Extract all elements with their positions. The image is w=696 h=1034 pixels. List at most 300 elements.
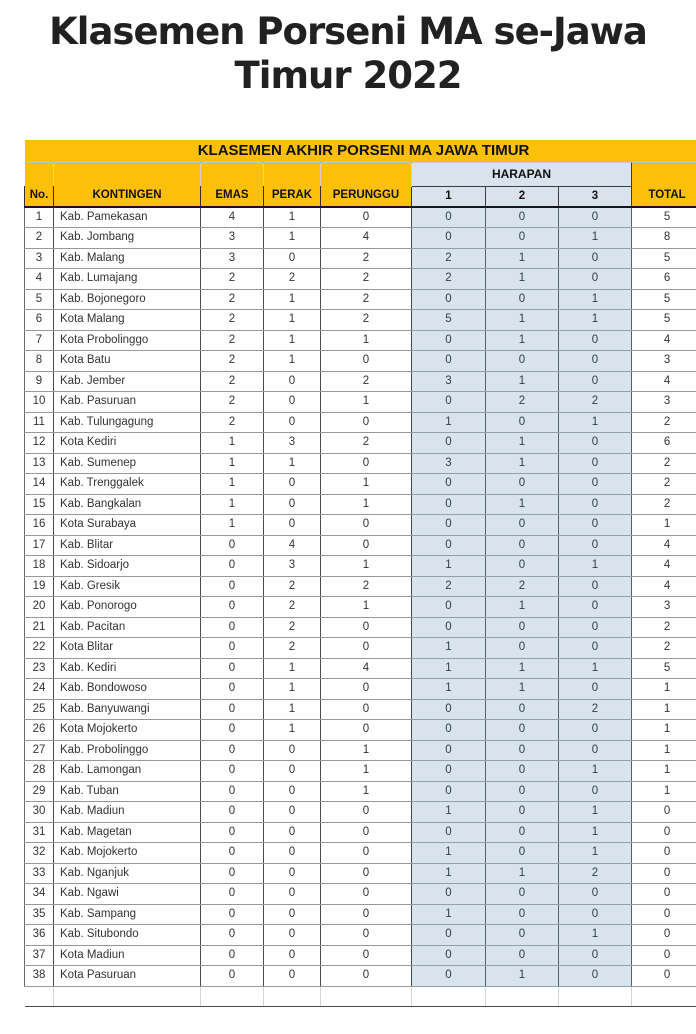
empty-cell [321, 986, 412, 1006]
harapan-3-cell: 0 [559, 330, 632, 351]
harapan-group-header: HARAPAN [412, 162, 632, 186]
table-row [25, 515, 696, 536]
total-cell: 2 [632, 494, 696, 515]
perunggu-cell: 1 [321, 781, 412, 802]
perunggu-cell: 1 [321, 474, 412, 495]
rank-cell: 29 [25, 781, 54, 802]
harapan-2-cell: 0 [486, 638, 559, 659]
harapan-2-cell: 0 [486, 802, 559, 823]
kontingen-cell: Kab. Magetan [54, 822, 201, 843]
kontingen-cell: Kota Pasuruan [54, 966, 201, 987]
harapan-1-cell: 0 [412, 761, 486, 782]
kontingen-cell: Kab. Ngawi [54, 884, 201, 905]
total-cell: 1 [632, 761, 696, 782]
emas-cell: 1 [201, 494, 264, 515]
harapan-1-cell: 0 [412, 617, 486, 638]
harapan-1-cell: 0 [412, 474, 486, 495]
rank-cell: 16 [25, 515, 54, 536]
column-header-harapan-2: 2 [486, 186, 559, 207]
perunggu-cell: 0 [321, 945, 412, 966]
emas-cell: 0 [201, 597, 264, 618]
perak-cell: 0 [264, 843, 321, 864]
kontingen-cell: Kab. Probolinggo [54, 740, 201, 761]
harapan-2-cell: 1 [486, 863, 559, 884]
harapan-2-cell: 0 [486, 617, 559, 638]
rank-cell: 15 [25, 494, 54, 515]
kontingen-cell: Kab. Sumenep [54, 453, 201, 474]
emas-cell: 0 [201, 720, 264, 741]
total-cell: 1 [632, 720, 696, 741]
perak-cell: 1 [264, 228, 321, 249]
emas-cell: 2 [201, 289, 264, 310]
harapan-1-cell: 0 [412, 699, 486, 720]
kontingen-cell: Kab. Kediri [54, 658, 201, 679]
perak-cell: 0 [264, 863, 321, 884]
perunggu-cell: 2 [321, 269, 412, 290]
harapan-2-cell: 0 [486, 207, 559, 228]
harapan-3-cell: 0 [559, 351, 632, 372]
kontingen-cell: Kab. Bondowoso [54, 679, 201, 700]
emas-cell: 0 [201, 699, 264, 720]
harapan-1-cell: 0 [412, 494, 486, 515]
table-row [25, 412, 696, 433]
table-row [25, 453, 696, 474]
harapan-1-cell: 0 [412, 289, 486, 310]
perunggu-cell: 2 [321, 310, 412, 331]
emas-cell: 0 [201, 740, 264, 761]
perak-cell: 3 [264, 556, 321, 577]
harapan-3-cell: 0 [559, 248, 632, 269]
column-header-kontingen: KONTINGEN [54, 186, 201, 207]
rank-cell: 27 [25, 740, 54, 761]
rank-cell: 26 [25, 720, 54, 741]
kontingen-cell: Kota Blitar [54, 638, 201, 659]
harapan-2-cell: 0 [486, 720, 559, 741]
perunggu-cell: 0 [321, 802, 412, 823]
empty-cell [486, 986, 559, 1006]
harapan-2-cell: 0 [486, 904, 559, 925]
harapan-3-cell: 0 [559, 269, 632, 290]
harapan-3-cell: 0 [559, 535, 632, 556]
total-cell: 4 [632, 371, 696, 392]
harapan-3-cell: 0 [559, 617, 632, 638]
harapan-3-cell: 0 [559, 207, 632, 228]
rank-cell: 1 [25, 207, 54, 228]
kontingen-cell: Kab. Bangkalan [54, 494, 201, 515]
table-row [25, 638, 696, 659]
total-cell: 0 [632, 945, 696, 966]
kontingen-cell: Kab. Sampang [54, 904, 201, 925]
emas-cell: 0 [201, 638, 264, 659]
perak-cell: 1 [264, 351, 321, 372]
perak-cell: 3 [264, 433, 321, 454]
perunggu-cell: 1 [321, 556, 412, 577]
perunggu-cell: 0 [321, 515, 412, 536]
harapan-1-cell: 1 [412, 802, 486, 823]
perak-cell: 1 [264, 679, 321, 700]
total-cell: 5 [632, 207, 696, 228]
spacer-cell [321, 162, 412, 186]
emas-cell: 2 [201, 392, 264, 413]
perak-cell: 2 [264, 597, 321, 618]
harapan-2-cell: 1 [486, 597, 559, 618]
kontingen-cell: Kab. Sidoarjo [54, 556, 201, 577]
rank-cell: 36 [25, 925, 54, 946]
perak-cell: 1 [264, 207, 321, 228]
perak-cell: 0 [264, 822, 321, 843]
harapan-2-cell: 0 [486, 535, 559, 556]
kontingen-cell: Kab. Pasuruan [54, 392, 201, 413]
harapan-1-cell: 0 [412, 884, 486, 905]
kontingen-cell: Kab. Trenggalek [54, 474, 201, 495]
harapan-1-cell: 0 [412, 781, 486, 802]
emas-cell: 1 [201, 433, 264, 454]
perak-cell: 0 [264, 925, 321, 946]
column-header-total: TOTAL [632, 186, 696, 207]
kontingen-cell: Kab. Malang [54, 248, 201, 269]
harapan-1-cell: 0 [412, 822, 486, 843]
rank-cell: 32 [25, 843, 54, 864]
emas-cell: 0 [201, 822, 264, 843]
perak-cell: 2 [264, 617, 321, 638]
emas-cell: 2 [201, 310, 264, 331]
table-row [25, 761, 696, 782]
emas-cell: 2 [201, 330, 264, 351]
perunggu-cell: 1 [321, 330, 412, 351]
total-cell: 1 [632, 699, 696, 720]
harapan-3-cell: 0 [559, 945, 632, 966]
table-row [25, 494, 696, 515]
perak-cell: 1 [264, 720, 321, 741]
total-cell: 5 [632, 248, 696, 269]
total-cell: 3 [632, 597, 696, 618]
perunggu-cell: 2 [321, 576, 412, 597]
harapan-1-cell: 0 [412, 966, 486, 987]
total-cell: 1 [632, 781, 696, 802]
perak-cell: 1 [264, 699, 321, 720]
perunggu-cell: 0 [321, 966, 412, 987]
perak-cell: 0 [264, 761, 321, 782]
harapan-1-cell: 1 [412, 679, 486, 700]
emas-cell: 0 [201, 843, 264, 864]
total-cell: 5 [632, 658, 696, 679]
table-row [25, 351, 696, 372]
page-title-line-2: Timur 2022 [235, 54, 462, 97]
table-row [25, 289, 696, 310]
harapan-2-cell: 0 [486, 228, 559, 249]
table-row [25, 392, 696, 413]
total-cell: 2 [632, 638, 696, 659]
emas-cell: 0 [201, 535, 264, 556]
perak-cell: 2 [264, 269, 321, 290]
kontingen-cell: Kota Surabaya [54, 515, 201, 536]
emas-cell: 0 [201, 925, 264, 946]
table-row [25, 863, 696, 884]
emas-cell: 3 [201, 228, 264, 249]
rank-cell: 7 [25, 330, 54, 351]
empty-row [25, 986, 696, 1006]
total-cell: 0 [632, 822, 696, 843]
column-header-harapan-3: 3 [559, 186, 632, 207]
harapan-3-cell: 1 [559, 843, 632, 864]
perunggu-cell: 2 [321, 248, 412, 269]
emas-cell: 0 [201, 863, 264, 884]
table-row [25, 207, 696, 228]
table-row [25, 904, 696, 925]
perak-cell: 0 [264, 904, 321, 925]
standings-table-container [24, 140, 696, 1007]
total-cell: 2 [632, 617, 696, 638]
harapan-3-cell: 1 [559, 761, 632, 782]
column-header-perak: PERAK [264, 186, 321, 207]
table-title: KLASEMEN AKHIR PORSENI MA JAWA TIMUR [25, 140, 696, 162]
harapan-2-cell: 1 [486, 433, 559, 454]
empty-cell [632, 986, 696, 1006]
empty-cell [25, 986, 54, 1006]
table-row [25, 617, 696, 638]
table-row [25, 781, 696, 802]
perunggu-cell: 1 [321, 392, 412, 413]
emas-cell: 0 [201, 904, 264, 925]
perak-cell: 2 [264, 576, 321, 597]
perunggu-cell: 0 [321, 699, 412, 720]
perak-cell: 2 [264, 638, 321, 659]
table-row [25, 945, 696, 966]
column-header-row [25, 186, 696, 207]
perunggu-cell: 1 [321, 494, 412, 515]
perak-cell: 1 [264, 453, 321, 474]
rank-cell: 6 [25, 310, 54, 331]
harapan-1-cell: 1 [412, 863, 486, 884]
column-header-harapan-1: 1 [412, 186, 486, 207]
total-cell: 2 [632, 474, 696, 495]
perunggu-cell: 0 [321, 617, 412, 638]
total-cell: 4 [632, 535, 696, 556]
perunggu-cell: 2 [321, 371, 412, 392]
harapan-3-cell: 0 [559, 638, 632, 659]
harapan-3-cell: 1 [559, 412, 632, 433]
harapan-3-cell: 0 [559, 597, 632, 618]
empty-cell [201, 986, 264, 1006]
harapan-2-cell: 0 [486, 884, 559, 905]
perak-cell: 1 [264, 658, 321, 679]
harapan-3-cell: 0 [559, 679, 632, 700]
group-header-row [25, 162, 696, 186]
spacer-cell [632, 162, 696, 186]
emas-cell: 2 [201, 269, 264, 290]
perak-cell: 0 [264, 966, 321, 987]
harapan-2-cell: 0 [486, 740, 559, 761]
kontingen-cell: Kab. Blitar [54, 535, 201, 556]
perunggu-cell: 0 [321, 453, 412, 474]
harapan-3-cell: 0 [559, 720, 632, 741]
kontingen-cell: Kab. Situbondo [54, 925, 201, 946]
rank-cell: 35 [25, 904, 54, 925]
table-row [25, 248, 696, 269]
rank-cell: 20 [25, 597, 54, 618]
rank-cell: 14 [25, 474, 54, 495]
harapan-3-cell: 0 [559, 433, 632, 454]
rank-cell: 30 [25, 802, 54, 823]
emas-cell: 2 [201, 351, 264, 372]
harapan-2-cell: 2 [486, 392, 559, 413]
harapan-2-cell: 0 [486, 925, 559, 946]
harapan-1-cell: 1 [412, 904, 486, 925]
total-cell: 0 [632, 802, 696, 823]
harapan-1-cell: 0 [412, 535, 486, 556]
perunggu-cell: 2 [321, 433, 412, 454]
harapan-3-cell: 1 [559, 658, 632, 679]
rank-cell: 17 [25, 535, 54, 556]
total-cell: 0 [632, 966, 696, 987]
table-row [25, 228, 696, 249]
harapan-2-cell: 0 [486, 556, 559, 577]
total-cell: 0 [632, 904, 696, 925]
perunggu-cell: 4 [321, 658, 412, 679]
total-cell: 0 [632, 863, 696, 884]
rank-cell: 3 [25, 248, 54, 269]
table-row [25, 330, 696, 351]
kontingen-cell: Kab. Gresik [54, 576, 201, 597]
harapan-1-cell: 0 [412, 228, 486, 249]
perunggu-cell: 0 [321, 822, 412, 843]
perunggu-cell: 0 [321, 843, 412, 864]
total-cell: 0 [632, 843, 696, 864]
table-row [25, 597, 696, 618]
total-cell: 8 [632, 228, 696, 249]
emas-cell: 1 [201, 474, 264, 495]
total-cell: 0 [632, 925, 696, 946]
rank-cell: 21 [25, 617, 54, 638]
harapan-2-cell: 1 [486, 330, 559, 351]
harapan-1-cell: 2 [412, 248, 486, 269]
harapan-2-cell: 0 [486, 515, 559, 536]
table-title-row [25, 140, 696, 162]
harapan-1-cell: 0 [412, 433, 486, 454]
kontingen-cell: Kab. Jombang [54, 228, 201, 249]
perak-cell: 0 [264, 371, 321, 392]
harapan-1-cell: 0 [412, 720, 486, 741]
rank-cell: 25 [25, 699, 54, 720]
rank-cell: 5 [25, 289, 54, 310]
emas-cell: 0 [201, 781, 264, 802]
table-row [25, 966, 696, 987]
total-cell: 0 [632, 884, 696, 905]
perak-cell: 1 [264, 330, 321, 351]
rank-cell: 24 [25, 679, 54, 700]
kontingen-cell: Kab. Ponorogo [54, 597, 201, 618]
harapan-1-cell: 5 [412, 310, 486, 331]
emas-cell: 0 [201, 761, 264, 782]
harapan-2-cell: 0 [486, 289, 559, 310]
harapan-2-cell: 1 [486, 494, 559, 515]
harapan-2-cell: 1 [486, 310, 559, 331]
kontingen-cell: Kab. Lumajang [54, 269, 201, 290]
rank-cell: 9 [25, 371, 54, 392]
harapan-3-cell: 1 [559, 822, 632, 843]
table-row [25, 474, 696, 495]
harapan-1-cell: 0 [412, 207, 486, 228]
emas-cell: 0 [201, 658, 264, 679]
rank-cell: 2 [25, 228, 54, 249]
kontingen-cell: Kota Malang [54, 310, 201, 331]
harapan-3-cell: 1 [559, 228, 632, 249]
harapan-3-cell: 2 [559, 392, 632, 413]
table-row [25, 535, 696, 556]
kontingen-cell: Kota Madiun [54, 945, 201, 966]
harapan-1-cell: 0 [412, 330, 486, 351]
perak-cell: 0 [264, 945, 321, 966]
table-row [25, 884, 696, 905]
harapan-1-cell: 1 [412, 638, 486, 659]
empty-cell [412, 986, 486, 1006]
harapan-3-cell: 0 [559, 904, 632, 925]
kontingen-cell: Kab. Tulungagung [54, 412, 201, 433]
perunggu-cell: 0 [321, 638, 412, 659]
harapan-2-cell: 0 [486, 822, 559, 843]
perak-cell: 1 [264, 310, 321, 331]
harapan-1-cell: 0 [412, 945, 486, 966]
page-title [0, 10, 696, 99]
perunggu-cell: 0 [321, 884, 412, 905]
total-cell: 3 [632, 351, 696, 372]
kontingen-cell: Kab. Nganjuk [54, 863, 201, 884]
harapan-1-cell: 2 [412, 576, 486, 597]
rank-cell: 28 [25, 761, 54, 782]
rank-cell: 33 [25, 863, 54, 884]
harapan-3-cell: 0 [559, 576, 632, 597]
table-row [25, 658, 696, 679]
emas-cell: 0 [201, 945, 264, 966]
rank-cell: 34 [25, 884, 54, 905]
total-cell: 1 [632, 515, 696, 536]
harapan-2-cell: 1 [486, 658, 559, 679]
harapan-1-cell: 0 [412, 740, 486, 761]
harapan-2-cell: 0 [486, 412, 559, 433]
perunggu-cell: 1 [321, 761, 412, 782]
kontingen-cell: Kab. Mojokerto [54, 843, 201, 864]
table-row [25, 822, 696, 843]
rank-cell: 23 [25, 658, 54, 679]
total-cell: 6 [632, 269, 696, 290]
kontingen-cell: Kab. Tuban [54, 781, 201, 802]
perunggu-cell: 0 [321, 720, 412, 741]
harapan-2-cell: 0 [486, 781, 559, 802]
harapan-1-cell: 0 [412, 392, 486, 413]
perak-cell: 0 [264, 802, 321, 823]
perunggu-cell: 0 [321, 679, 412, 700]
standings-table [24, 140, 696, 1007]
table-row [25, 740, 696, 761]
emas-cell: 2 [201, 412, 264, 433]
kontingen-cell: Kab. Lamongan [54, 761, 201, 782]
perunggu-cell: 4 [321, 228, 412, 249]
perak-cell: 0 [264, 248, 321, 269]
emas-cell: 0 [201, 802, 264, 823]
spacer-cell [201, 162, 264, 186]
emas-cell: 3 [201, 248, 264, 269]
rank-cell: 18 [25, 556, 54, 577]
harapan-3-cell: 0 [559, 740, 632, 761]
harapan-2-cell: 2 [486, 576, 559, 597]
table-row [25, 433, 696, 454]
spacer-cell [54, 162, 201, 186]
rank-cell: 13 [25, 453, 54, 474]
harapan-2-cell: 1 [486, 679, 559, 700]
table-row [25, 802, 696, 823]
standings-body [25, 207, 696, 1006]
perak-cell: 4 [264, 535, 321, 556]
